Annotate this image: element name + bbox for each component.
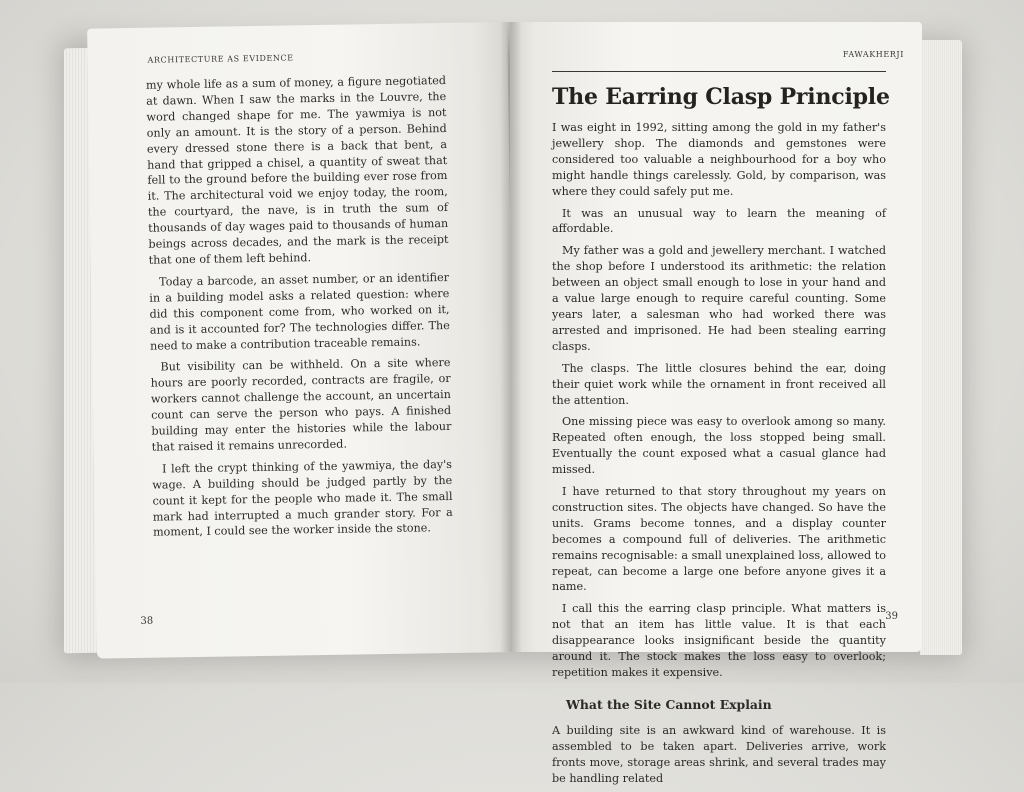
body-paragraph: I have returned to that story throughout my years on construction sites. The objects have changed. So have the units. Grams become tonnes, and a display counter becomes a compound full of deliveries. The arithmetic remains recognisable: a small unexplained loss, allowed to repeat, can become a large one before anyone gives it a name. bbox=[552, 485, 886, 594]
body-paragraph: I was eight in 1992, sitting among the gold in my father's jewellery shop. The diamonds and gemstones were considered too valuable a neighbourhood for a boy who might handle things carelessly. Gold, by comparison, was where they could safely put me. bbox=[552, 121, 886, 198]
right-running-head: FAWAKHERJI bbox=[842, 50, 904, 59]
body-paragraph: But visibility can be withheld. On a site where hours are poorly recorded, contracts are fragile, or workers cannot challenge the account, an uncertain count can serve the person who pays. A finished building may enter the histories while the labour that raised it remains unrecorded. bbox=[150, 356, 452, 454]
left-running-head: ARCHITECTURE AS EVIDENCE bbox=[147, 53, 294, 65]
chapter-title: The Earring Clasp Principle bbox=[552, 84, 890, 110]
body-paragraph: One missing piece was easy to overlook among so many. Repeated often enough, the loss stopped being small. Eventually the count exposed what a casual glance had missed. bbox=[552, 415, 886, 477]
body-paragraph: my whole life as a sum of money, a figure negotiated at dawn. When I saw the marks in the Louvre, the word changed shape for me. The yawmiya is not only an amount. It is the story of a person. Behind every dressed stone there is a back that bent, a hand that gripped a chisel, a quantity of sweat that fell to the ground before the building ever rose from it. The architectural void we enjoy today, the room, the courtyard, the nave, is in truth the sum of thousands of day wages paid to thousands of human beings across decades, and the mark is the receipt that one of them left behind. bbox=[145, 74, 449, 267]
body-paragraph: I call this the earring clasp principle. What matters is not that an item has little value. It is that each disappearance looks insignificant beside the quantity around it. The stock makes the loss easy to overlook; repetition makes it expensive. bbox=[552, 602, 886, 679]
right-page-edges bbox=[920, 40, 962, 655]
body-paragraph: I left the crypt thinking of the yawmiya, the day's wage. A building should be judged partly by the count it kept for the people who made it. The small mark had interrupted a much grander story. For a moment, I could see the worker inside the stone. bbox=[152, 457, 453, 540]
right-page-number: 39 bbox=[885, 611, 898, 622]
body-paragraph: My father was a gold and jewellery merchant. I watched the shop before I understood its arithmetic: the relation between an object small enough to lose in your hand and a value large enough to require careful counting. Some years later, a salesman who had worked there was arrested and imprisoned. He had been stealing earring clasps. bbox=[552, 244, 886, 353]
right-page bbox=[510, 22, 922, 785]
body-paragraph: It was an unusual way to learn the meaning of affordable. bbox=[552, 206, 886, 236]
chapter-rule bbox=[552, 71, 886, 72]
left-page bbox=[87, 22, 517, 659]
body-paragraph: The clasps. The little closures behind the ear, doing their quiet work while the ornament in front received all the attention. bbox=[552, 361, 886, 407]
left-page-number: 38 bbox=[140, 615, 154, 627]
section-subheading: What the Site Cannot Explain bbox=[566, 696, 772, 712]
body-paragraph: A building site is an awkward kind of warehouse. It is assembled to be taken apart. Deliveries arrive, work fronts move, storage areas shrink, and several trades may be handling related bbox=[552, 723, 886, 785]
right-page-body bbox=[552, 120, 886, 792]
left-page-body bbox=[146, 73, 453, 547]
body-paragraph: Today a barcode, an asset number, or an identifier in a building model asks a related question: where did this component come from, who worked on it, and is it accounted for? The technologies differ. The need to make a contribution traceable remains. bbox=[149, 270, 450, 353]
